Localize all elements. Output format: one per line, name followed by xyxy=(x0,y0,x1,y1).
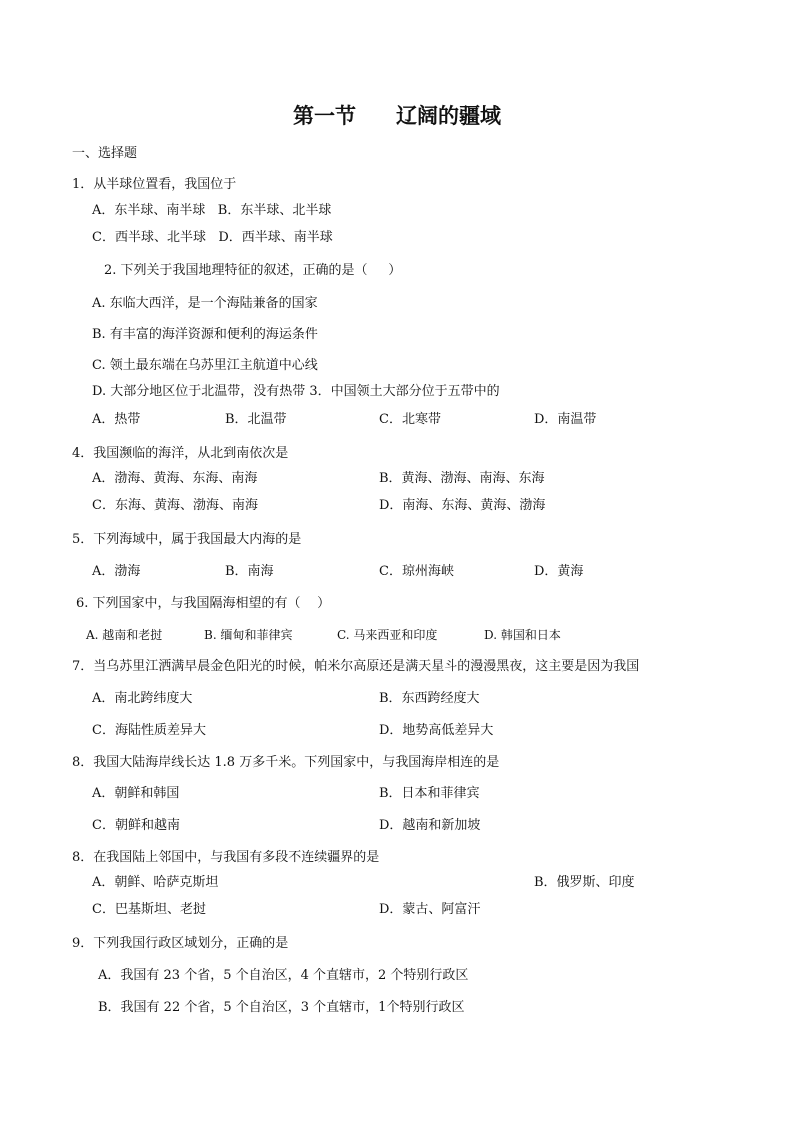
question-8-option-a: A．朝鲜和韩国 xyxy=(92,786,180,801)
question-7-option-b: B．东西跨经度大 xyxy=(379,691,480,706)
question-3-option-a: A．热带 xyxy=(92,412,141,427)
question-8-option-c: C．朝鲜和越南 xyxy=(92,818,180,833)
question-1-options-cd: C．西半球、北半球 D．西半球、南半球 xyxy=(92,230,333,245)
question-8b-option-a: A．朝鲜、哈萨克斯坦 xyxy=(92,875,219,890)
question-5-option-d: D．黄海 xyxy=(534,564,584,579)
question-5-option-a: A．渤海 xyxy=(92,564,141,579)
question-4-stem: 4．我国濒临的海洋，从北到南依次是 xyxy=(72,446,289,461)
title-section-name: 辽阔的疆域 xyxy=(396,103,501,128)
question-5-option-c: C．琼州海峡 xyxy=(379,564,454,579)
page-title xyxy=(0,102,794,130)
question-8b-stem: 8．在我国陆上邻国中，与我国有多段不连续疆界的是 xyxy=(72,850,380,865)
question-2-option-c: C. 领土最东端在乌苏里江主航道中心线 xyxy=(92,358,318,373)
question-6-stem: 6. 下列国家中，与我国隔海相望的有（ ） xyxy=(76,596,331,611)
question-8b-option-c: C．巴基斯坦、老挝 xyxy=(92,902,206,917)
question-8-option-d: D．越南和新加坡 xyxy=(379,818,481,833)
question-6-option-b: B. 缅甸和菲律宾 xyxy=(204,628,293,642)
question-2-option-b: B. 有丰富的海洋资源和便利的海运条件 xyxy=(92,327,318,342)
question-8-option-b: B．日本和菲律宾 xyxy=(379,786,480,801)
section-heading: 一、选择题 xyxy=(72,146,138,161)
question-9-option-b: B．我国有 22 个省，5 个自治区，3 个直辖市，1个特别行政区 xyxy=(98,1000,465,1015)
question-4-option-c: C．东海、黄海、渤海、南海 xyxy=(92,498,258,513)
question-9-option-a: A．我国有 23 个省，5 个自治区，4 个直辖市，2 个特别行政区 xyxy=(98,968,469,983)
question-7-option-a: A．南北跨纬度大 xyxy=(92,691,193,706)
question-4-option-d: D．南海、东海、黄海、渤海 xyxy=(379,498,546,513)
question-6-option-c: C. 马来西亚和印度 xyxy=(337,628,438,642)
question-4-option-b: B．黄海、渤海、南海、东海 xyxy=(379,471,545,486)
question-8-stem: 8．我国大陆海岸线长达 1.8 万多千米。下列国家中，与我国海岸相连的是 xyxy=(72,755,500,770)
question-2-option-a: A. 东临大西洋，是一个海陆兼备的国家 xyxy=(92,296,318,311)
question-6-option-a: A. 越南和老挝 xyxy=(86,628,163,642)
question-8b-option-d: D．蒙古、阿富汗 xyxy=(379,902,481,917)
question-7-option-c: C．海陆性质差异大 xyxy=(92,723,206,738)
title-section-number: 第一节 xyxy=(293,103,356,128)
question-1-stem: 1．从半球位置看，我国位于 xyxy=(72,177,237,192)
question-2-stem: 2. 下列关于我国地理特征的叙述，正确的是（ ） xyxy=(104,263,402,278)
question-4-option-a: A．渤海、黄海、东海、南海 xyxy=(92,471,258,486)
question-7-option-d: D．地势高低差异大 xyxy=(379,723,494,738)
question-5-option-b: B．南海 xyxy=(225,564,274,579)
question-6-option-d: D. 韩国和日本 xyxy=(484,628,561,642)
question-2-option-d-and-question-3-stem: D. 大部分地区位于北温带，没有热带 3．中国领土大部分位于五带中的 xyxy=(92,384,500,399)
question-7-stem: 7．当乌苏里江洒满早晨金色阳光的时候，帕米尔高原还是满天星斗的漫漫黑夜，这主要是因为我国 xyxy=(72,659,640,674)
question-3-option-d: D．南温带 xyxy=(534,412,597,427)
question-8b-option-b: B．俄罗斯、印度 xyxy=(534,875,635,890)
question-3-option-c: C．北寒带 xyxy=(379,412,441,427)
question-3-option-b: B．北温带 xyxy=(225,412,287,427)
question-1-options-ab: A．东半球、南半球 B．东半球、北半球 xyxy=(92,203,332,218)
question-9-stem: 9．下列我国行政区域划分，正确的是 xyxy=(72,936,289,951)
question-5-stem: 5．下列海域中，属于我国最大内海的是 xyxy=(72,532,302,547)
